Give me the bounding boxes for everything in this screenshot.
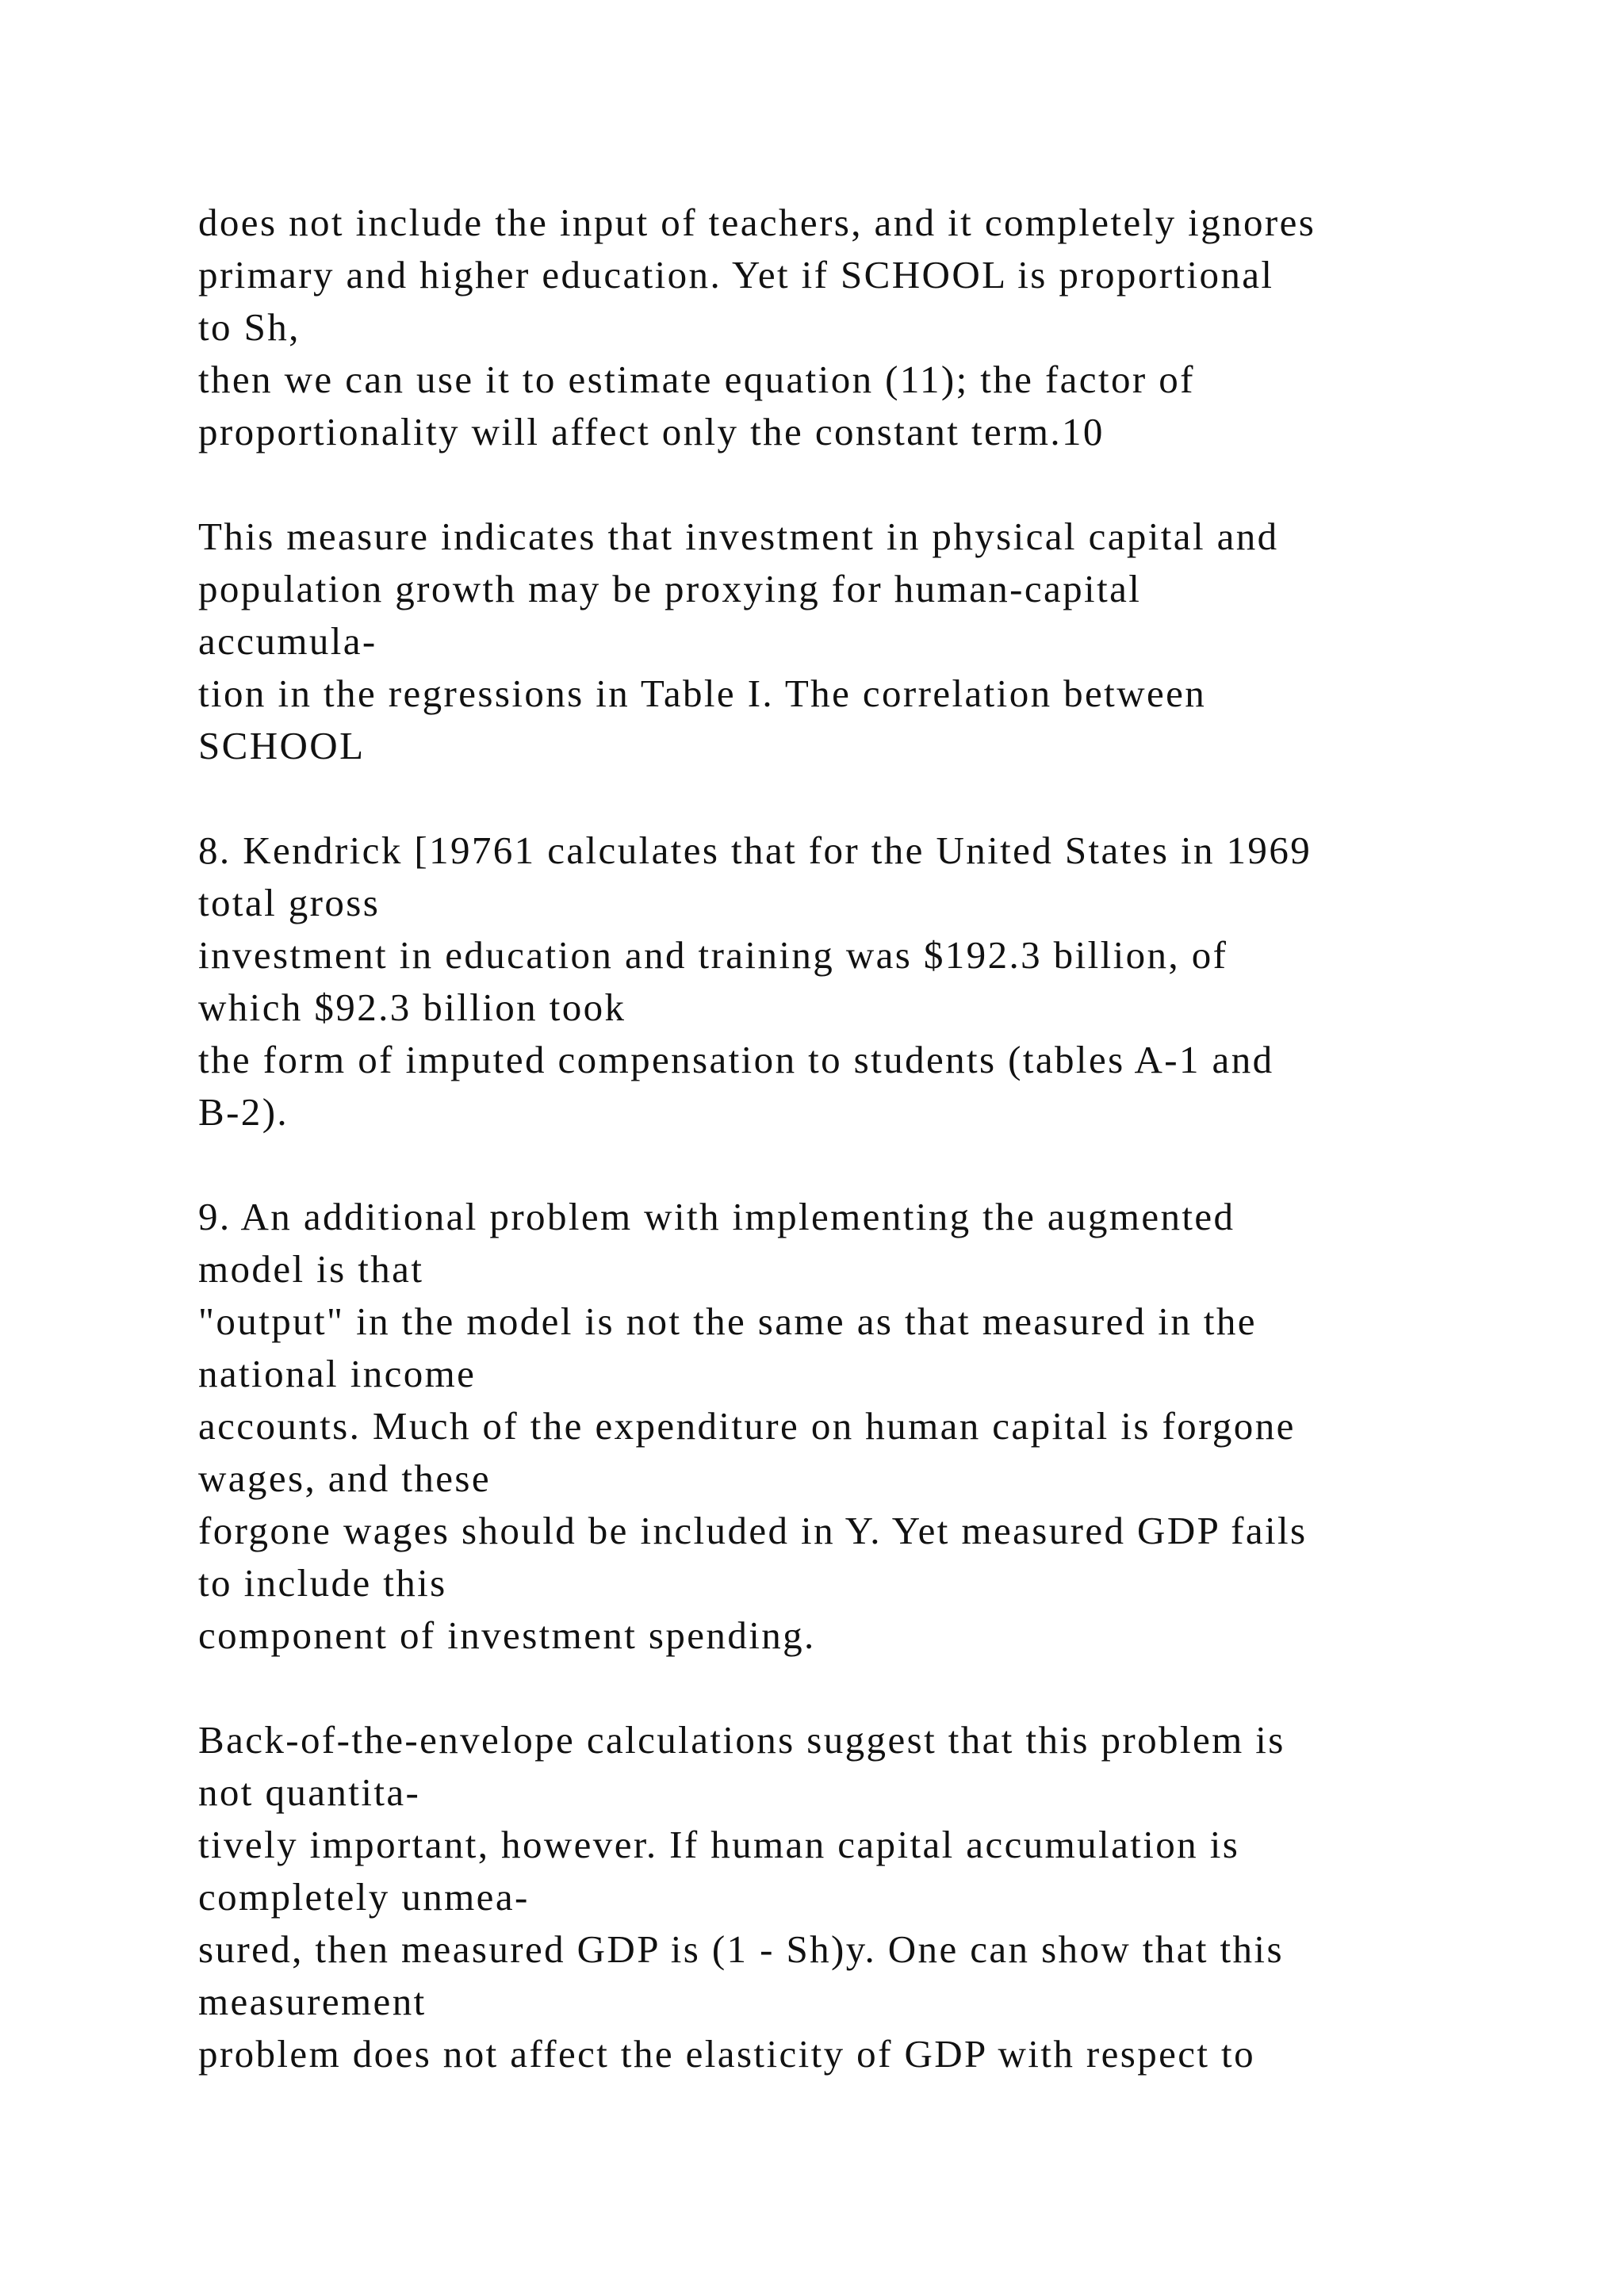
text-line: problem does not affect the elasticity of GDP with respect to [198, 2032, 1255, 2076]
text-line: proportionality will affect only the constant term.10 [198, 410, 1105, 453]
text-line: measurement [198, 1980, 427, 2023]
text-line: SCHOOL [198, 724, 366, 767]
text-line: 9. An additional problem with implementing the augmented [198, 1195, 1235, 1238]
text-line: which $92.3 billion took [198, 985, 626, 1029]
text-line: Back-of-the-envelope calculations suggest that this problem is [198, 1718, 1285, 1762]
text-line: tively important, however. If human capital accumulation is [198, 1823, 1240, 1866]
text-line: national income [198, 1352, 477, 1395]
text-line: to include this [198, 1561, 447, 1605]
text-line: does not include the input of teachers, and it completely ignores [198, 201, 1316, 244]
text-line: accounts. Much of the expenditure on human capital is forgone [198, 1404, 1296, 1448]
text-line: model is that [198, 1247, 424, 1291]
document-body [198, 197, 1546, 2133]
text-line: This measure indicates that investment in physical capital and [198, 515, 1279, 558]
text-line: tion in the regressions in Table I. The correlation between [198, 672, 1207, 715]
text-line: completely unmea- [198, 1875, 530, 1919]
text-line: accumula- [198, 619, 377, 663]
text-line: population growth may be proxying for human-capital [198, 567, 1142, 610]
text-line: to Sh, [198, 305, 301, 349]
text-line: the form of imputed compensation to students (tables A-1 and [198, 1038, 1274, 1081]
footnote-9 [198, 1191, 1546, 1662]
text-line: forgone wages should be included in Y. Yet measured GDP fails [198, 1509, 1308, 1552]
text-line: not quantita- [198, 1770, 421, 1814]
paragraph-proxy [198, 511, 1546, 772]
text-line: investment in education and training was $192.3 billion, of [198, 933, 1228, 977]
paragraph-back-of-envelope [198, 1714, 1546, 2080]
footnote-8 [198, 825, 1546, 1138]
text-line: B-2). [198, 1090, 289, 1134]
text-line: "output" in the model is not the same as that measured in the [198, 1299, 1257, 1343]
text-line: then we can use it to estimate equation (11); the factor of [198, 358, 1195, 401]
text-line: wages, and these [198, 1456, 492, 1500]
text-line: 8. Kendrick [19761 calculates that for the United States in 1969 [198, 828, 1312, 872]
text-line: primary and higher education. Yet if SCHOOL is proportional [198, 253, 1274, 297]
text-line: total gross [198, 881, 381, 924]
text-line: component of investment spending. [198, 1613, 816, 1657]
text-line: sured, then measured GDP is (1 - Sh)y. One can show that this [198, 1927, 1284, 1971]
paragraph-school-measure [198, 197, 1546, 458]
